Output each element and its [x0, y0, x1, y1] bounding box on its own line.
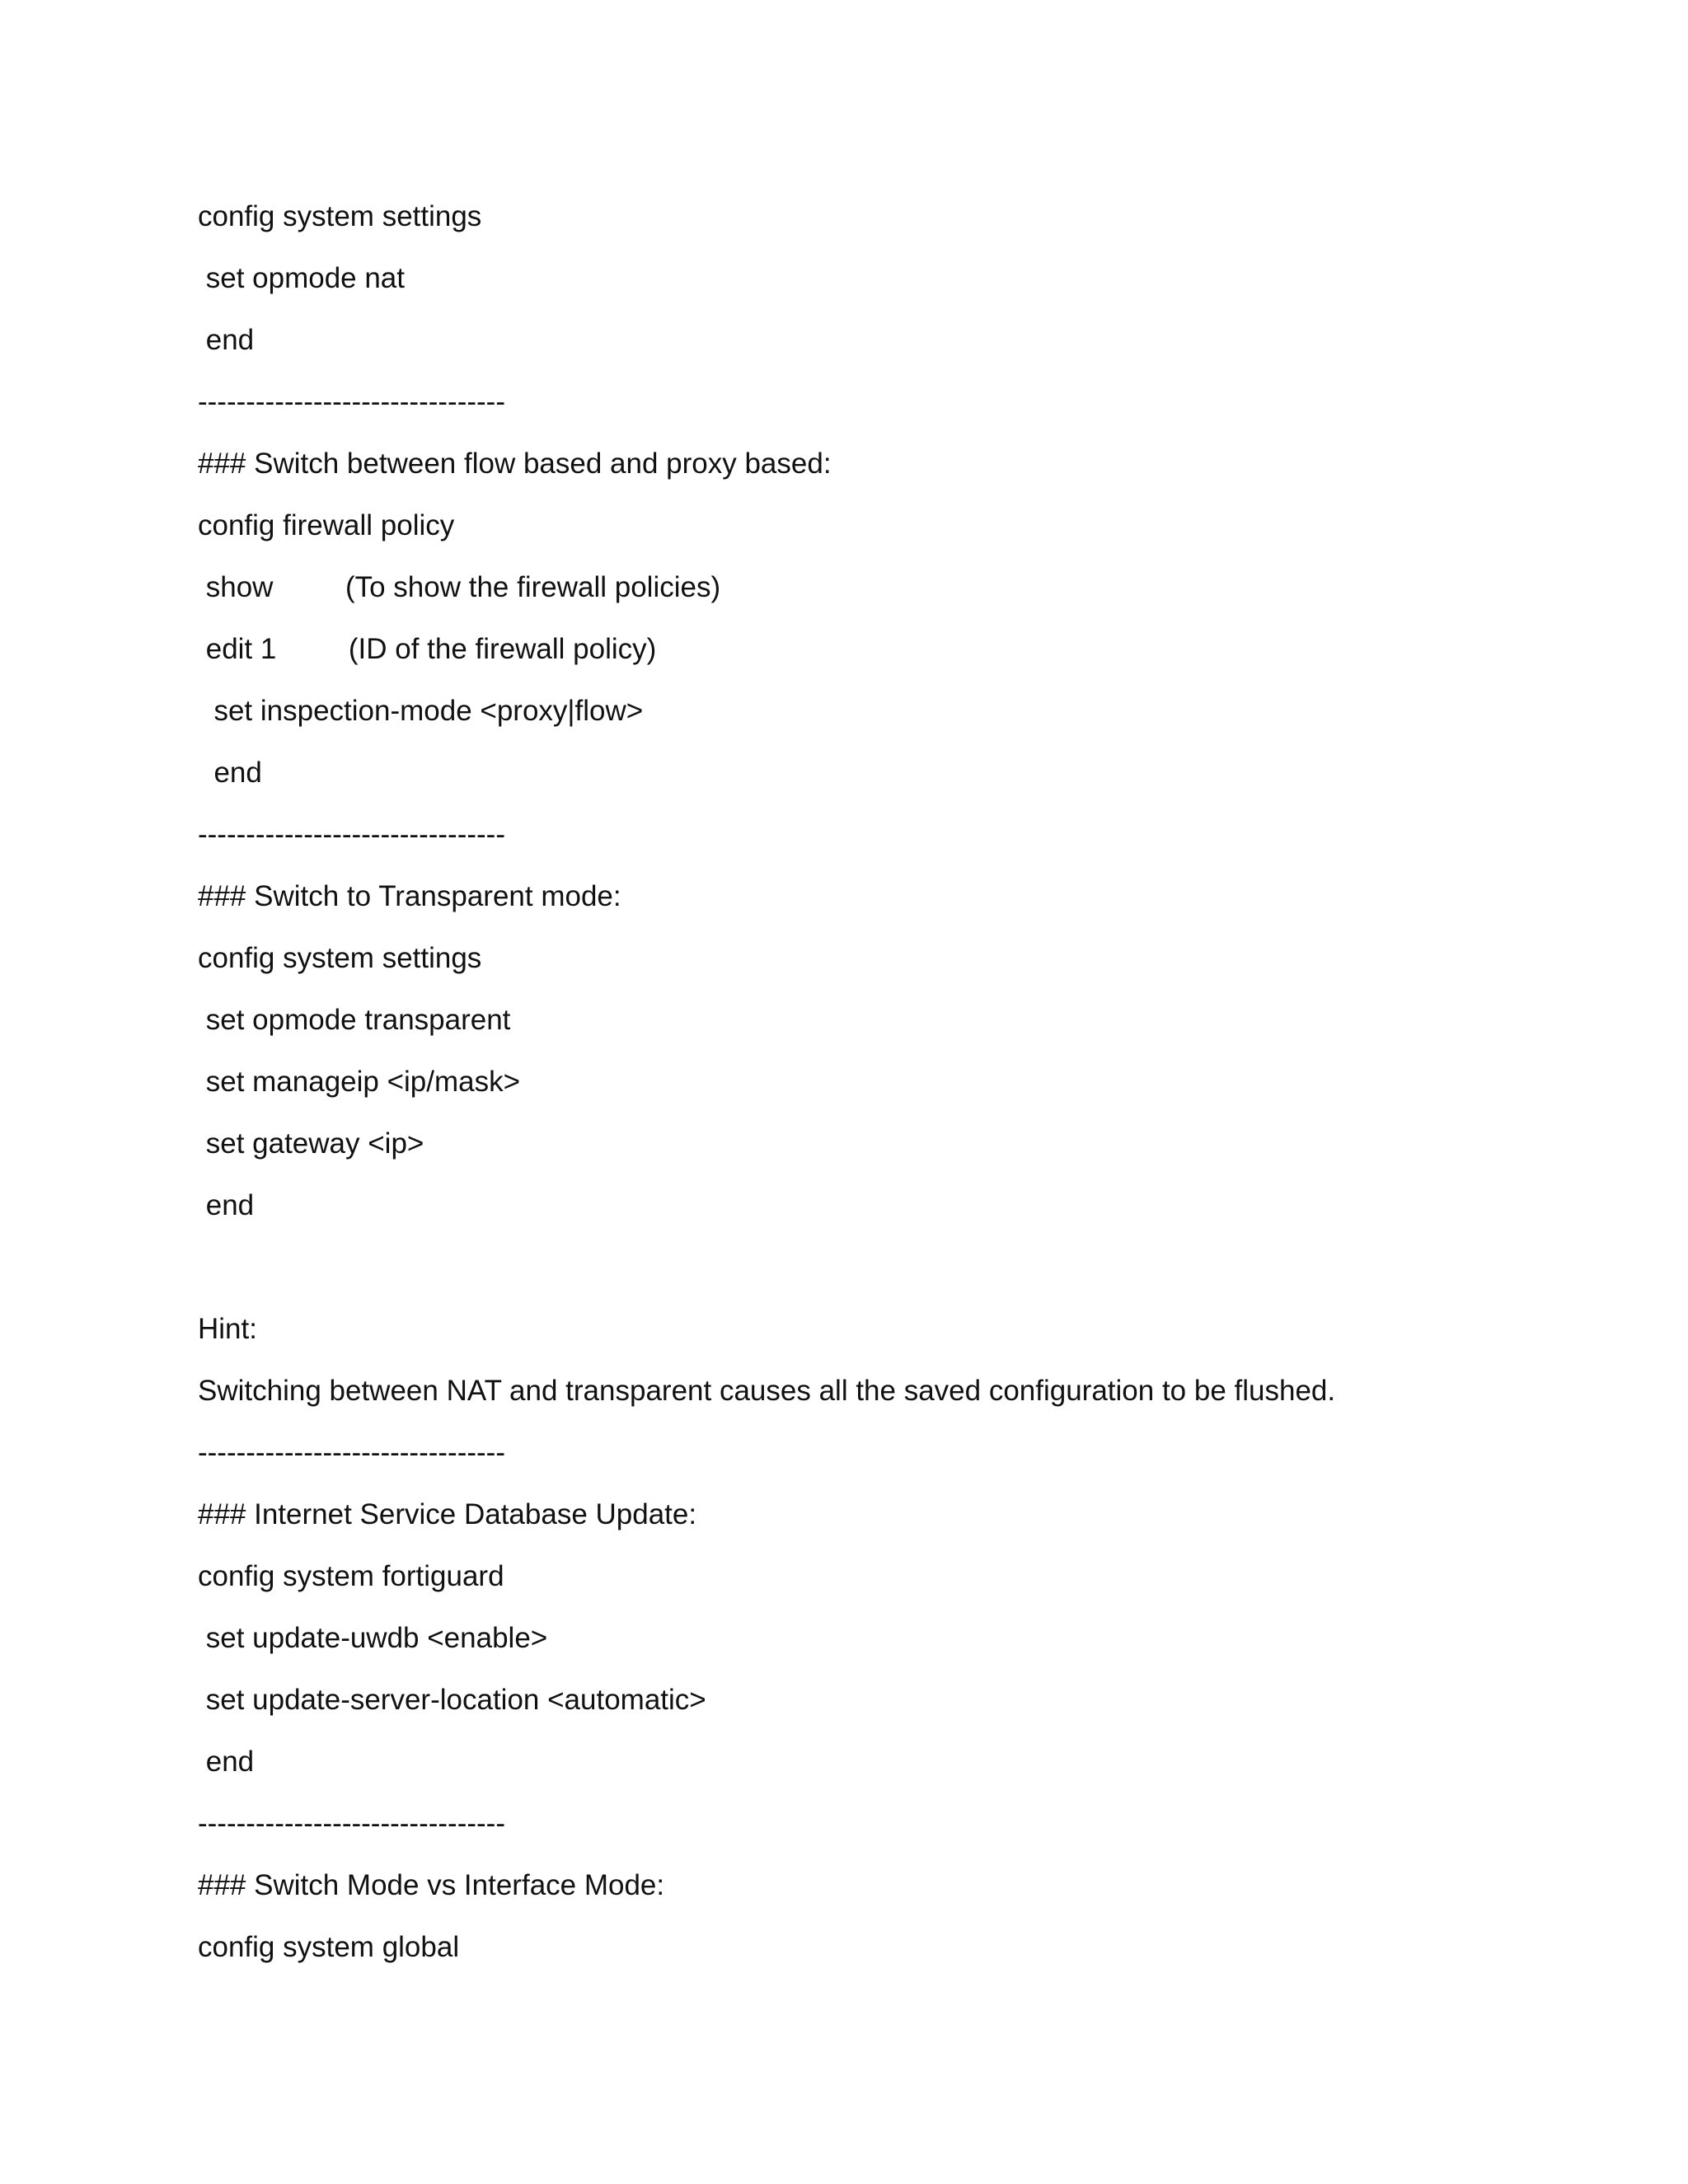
text-line: config system settings	[198, 942, 482, 974]
text-line: set gateway <ip>	[198, 1127, 424, 1160]
divider-line: --------------------------------	[198, 818, 505, 851]
divider-line: --------------------------------	[198, 1807, 505, 1840]
text-line: config system global	[198, 1931, 460, 1963]
section-heading: ### Switch between flow based and proxy based:	[198, 448, 832, 480]
text-line: set inspection-mode <proxy|flow>	[198, 695, 644, 727]
text-line: set manageip <ip/mask>	[198, 1066, 521, 1098]
text-line: end	[198, 757, 262, 789]
text-line: end	[198, 1189, 255, 1221]
hint-label: Hint:	[198, 1313, 257, 1345]
section-heading: ### Switch Mode vs Interface Mode:	[198, 1869, 665, 1901]
text-line: config system settings	[198, 200, 482, 232]
text-line: set opmode nat	[198, 262, 405, 294]
divider-line: --------------------------------	[198, 1436, 505, 1469]
text-line: set opmode transparent	[198, 1004, 511, 1036]
text-line: end	[198, 1746, 255, 1778]
section-heading: ### Internet Service Database Update:	[198, 1498, 697, 1530]
text-line: edit 1 (ID of the firewall policy)	[198, 633, 657, 665]
text-line: config system fortiguard	[198, 1560, 504, 1592]
text-line: set update-uwdb <enable>	[198, 1622, 548, 1654]
text-line: set update-server-location <automatic>	[198, 1684, 706, 1716]
section-heading: ### Switch to Transparent mode:	[198, 880, 621, 912]
divider-line: --------------------------------	[198, 386, 505, 418]
text-line: end	[198, 324, 255, 356]
hint-text: Switching between NAT and transparent causes all the saved configuration to be flushed.	[198, 1375, 1336, 1407]
blank-line	[198, 1245, 1599, 1307]
text-line: show (To show the firewall policies)	[198, 571, 721, 603]
text-line: config firewall policy	[198, 509, 455, 541]
document-body	[198, 194, 1599, 1987]
